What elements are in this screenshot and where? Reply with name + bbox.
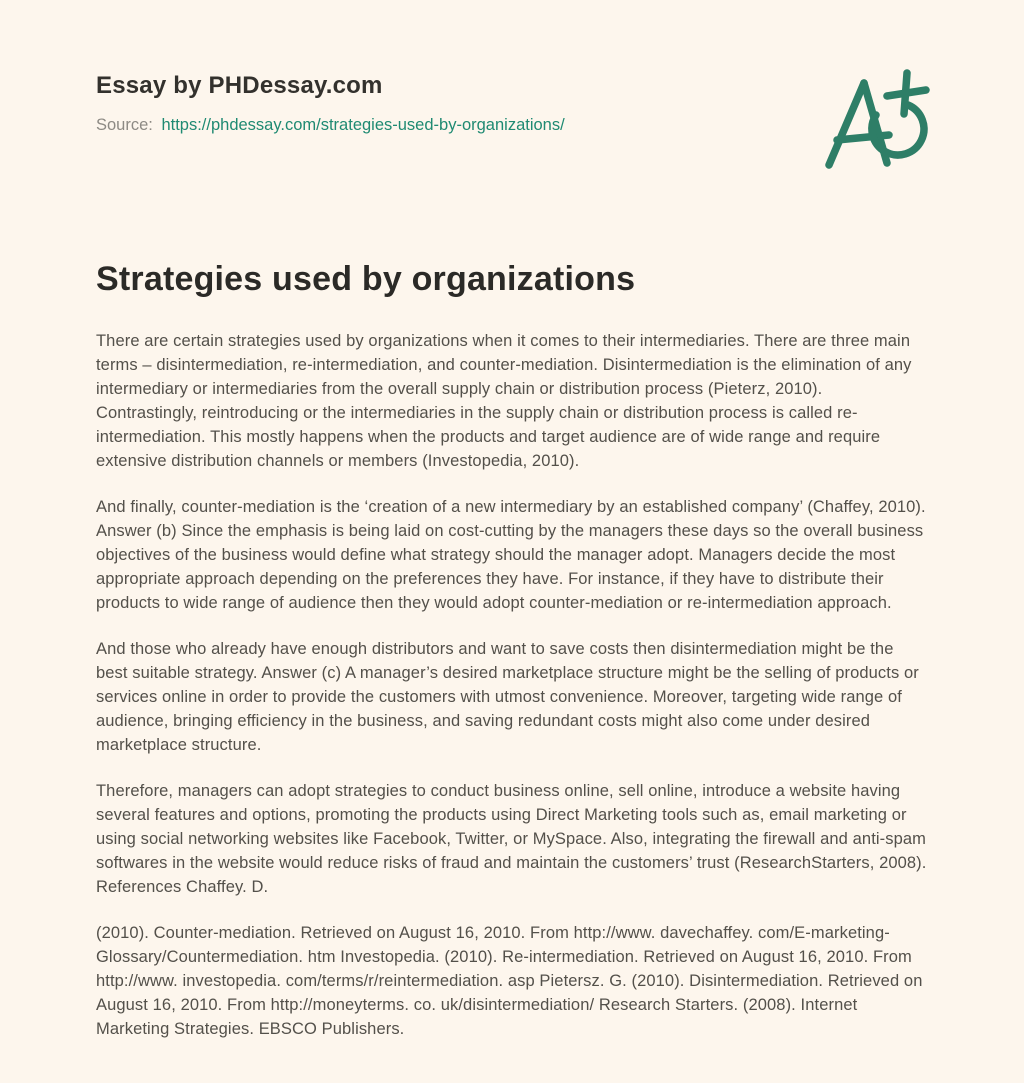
document-title: Essay by PHDessay.com bbox=[96, 72, 383, 99]
phdessay-a-plus-logo-icon bbox=[815, 66, 940, 174]
header-text-block bbox=[96, 72, 815, 135]
essay-paragraph: (2010). Counter-mediation. Retrieved on August 16, 2010. From http://www. davechaffey. com/E-marketing-Glossary/Countermediation. htm Investopedia. (2010). Re-intermediation. Retrieved on August 16, 2010. From http://www. investopedia. com/terms/r/reintermediation. asp Pietersz. G. (2010). Disintermediation. Retrieved on August 16, 2010. From http://moneyterms. co. uk/disintermediation/ Research Starters. (2008). Internet Marketing Strategies. EBSCO Publishers. bbox=[96, 924, 923, 1038]
essay-paragraph: There are certain strategies used by organizations when it comes to their intermediaries. There are three main terms – disintermediation, re-intermediation, and counter-mediation. Disintermediation is the elimination of any intermediary or intermediaries from the overall supply chain or distribution process (Pieterz, 2010). Contrastingly, reintroducing or the intermediaries in the supply chain or distribution process is called re-intermediation. This mostly happens when the products and target audience are of wide range and require extensive distribution channels or members (Investopedia, 2010). bbox=[96, 332, 912, 470]
page-header bbox=[96, 72, 928, 174]
source-url-link[interactable]: https://phdessay.com/strategies-used-by-organizations/ bbox=[161, 116, 565, 134]
essay-body bbox=[96, 329, 928, 1041]
essay-title: Strategies used by organizations bbox=[96, 260, 636, 298]
source-line bbox=[96, 116, 815, 135]
essay-paragraph: And finally, counter-mediation is the ‘creation of a new intermediary by an established company’ (Chaffey, 2010). Answer (b) Since the emphasis is being laid on cost-cutting by the managers these days so the overall business objectives of the business would define what strategy should the manager adopt. Managers decide the most appropriate approach depending on the preferences they have. For instance, if they have to distribute their products to wide range of audience then they would adopt counter-mediation or re-intermediation approach. bbox=[96, 498, 926, 612]
essay-paragraph: And those who already have enough distributors and want to save costs then disintermediation might be the best suitable strategy. Answer (c) A manager’s desired marketplace structure might be the selling of products or services online in order to provide the customers with utmost convenience. Moreover, targeting wide range of audience, bringing efficiency in the business, and saving redundant costs might also come under desired marketplace structure. bbox=[96, 640, 919, 754]
essay-paragraph: Therefore, managers can adopt strategies to conduct business online, sell online, introduce a website having several features and options, promoting the products using Direct Marketing tools such as, email marketing or using social networking websites like Facebook, Twitter, or MySpace. Also, integrating the firewall and anti-spam softwares in the website would reduce risks of fraud and maintain the customers’ trust (ResearchStarters, 2008). References Chaffey. D. bbox=[96, 782, 927, 896]
source-label: Source: bbox=[96, 116, 158, 134]
